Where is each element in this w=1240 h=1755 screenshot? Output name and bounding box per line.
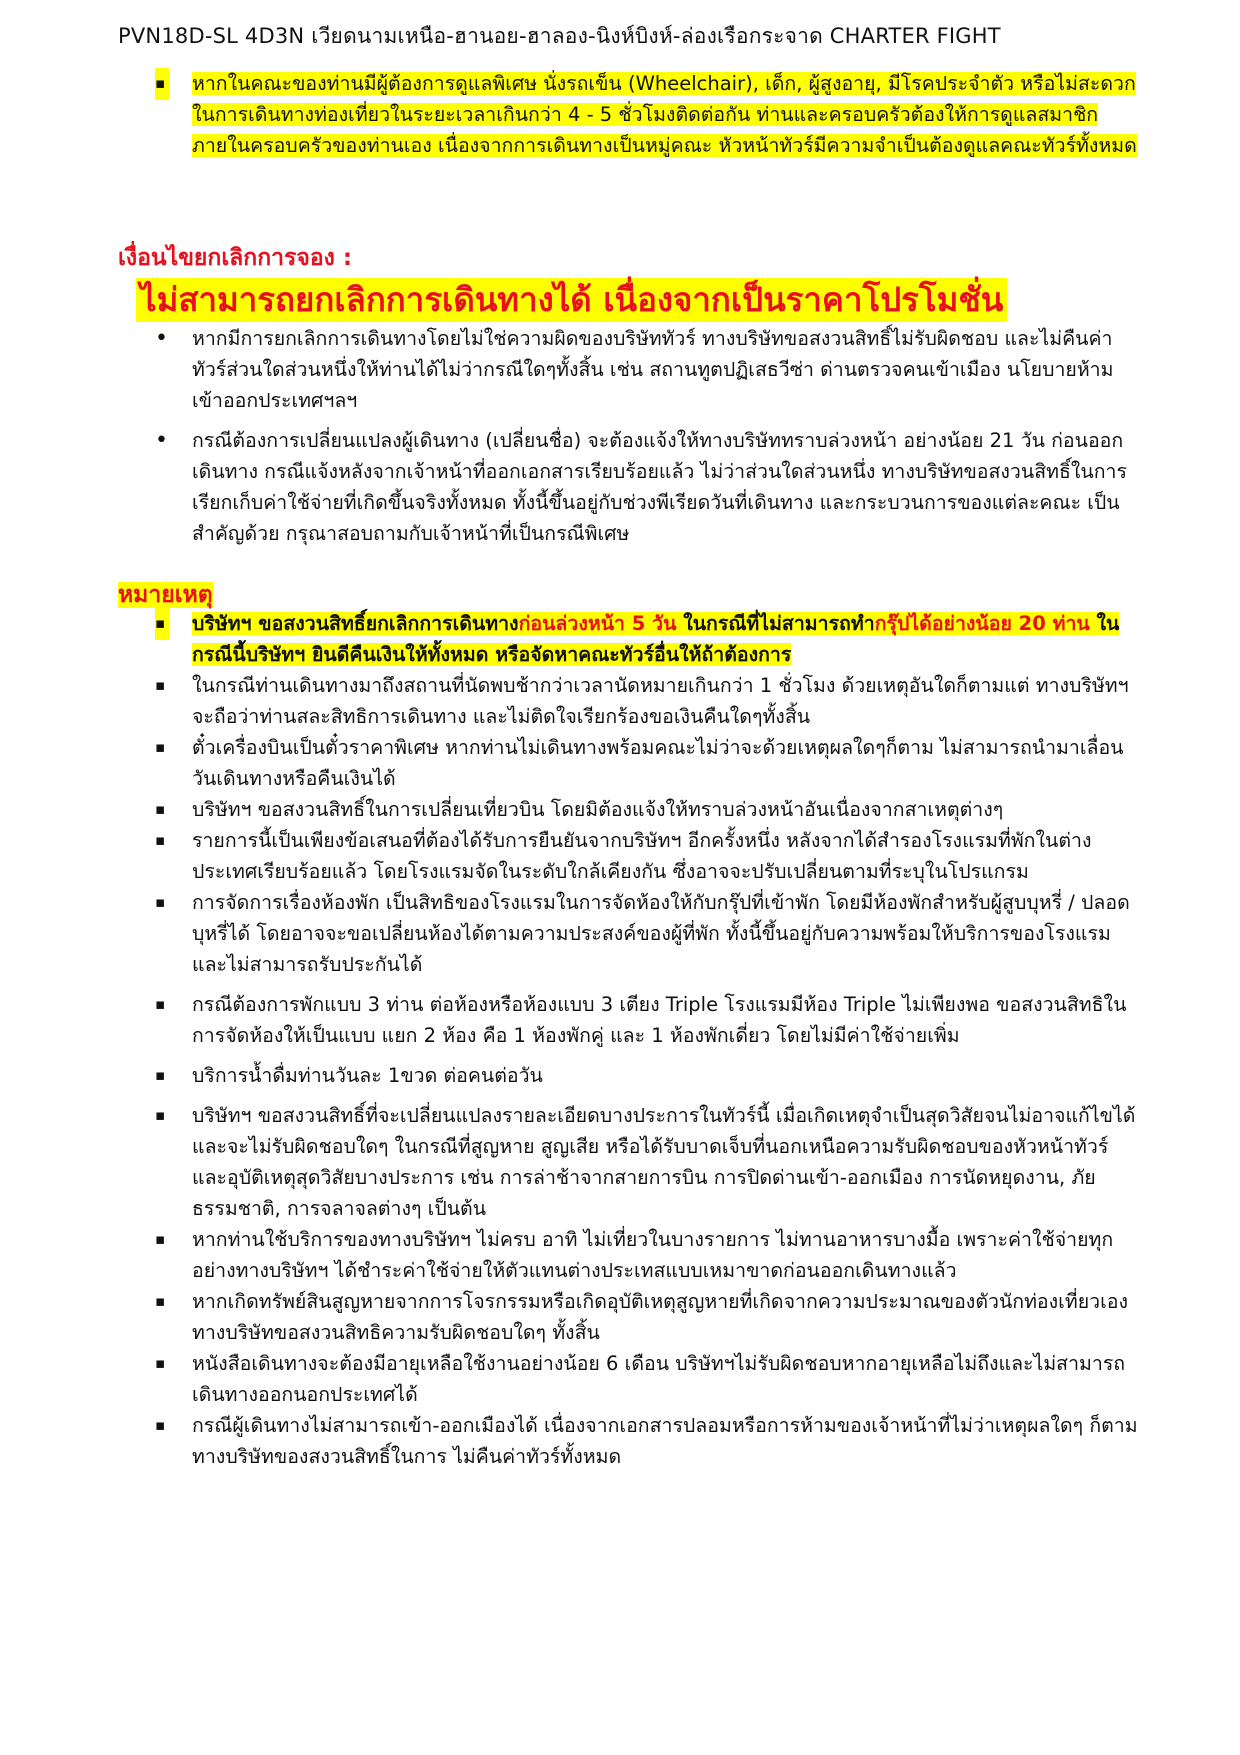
list-item <box>118 68 1138 161</box>
square-bullet-icon <box>155 1348 169 1380</box>
list-item-text: รายการนี้เป็นเพียงข้อเสนอที่ต้องได้รับการยืนยันจากบริษัทฯ อีกครั้งหนึ่ง หลังจากได้สำรองโรงแรมที่พักในต่างประเทศเรียบร้อยแล้ว โดยโรงแรมจัดในระดับใกล้เคียงกัน ซึ่งอาจจะปรับเปลี่ยนตามที่ระบุในโปรแกรม <box>192 829 1092 883</box>
square-bullet-icon <box>155 1410 169 1442</box>
list-item-text: ตั๋วเครื่องบินเป็นตั๋วราคาพิเศษ หากท่านไม่เดินทางพร้อมคณะไม่ว่าจะด้วยเหตุผลใดๆก็ตาม ไม่สามารถนำมาเลื่อนวันเดินทางหรือคืนเงินได้ <box>192 736 1124 790</box>
list-item <box>118 989 1138 1051</box>
list-item <box>118 1348 1138 1410</box>
list-item <box>118 1410 1138 1472</box>
square-bullet-icon <box>155 68 169 100</box>
list-item-text: กรณีผู้เดินทางไม่สามารถเข้า-ออกเมืองได้ เนื่องจากเอกสารปลอมหรือการห้ามของเจ้าหน้าที่ไม่ว่าเหตุผลใดๆ ก็ตามทางบริษัทของสงวนสิทธิ์ในการ ไม่คืนค่าทัวร์ทั้งหมด <box>192 1414 1138 1468</box>
list-item-text: หากเกิดทรัพย์สินสูญหายจากการโจรกรรมหรือเกิดอุบัติเหตุสูญหายที่เกิดจากความประมาณของตัวนักท่องเที่ยวเอง ทางบริษัทขอสงวนสิทธิความรับผิดชอบใดๆ ทั้งสิ้น <box>192 1290 1128 1344</box>
list-item-text: หนังสือเดินทางจะต้องมีอายุเหลือใช้งานอย่างน้อย 6 เดือน บริษัทฯไม่รับผิดชอบหากอายุเหลือไม่ถึงและไม่สามารถเดินทางออกนอกประเทศได้ <box>192 1352 1126 1406</box>
list-item <box>118 1224 1138 1286</box>
cancel-list <box>118 323 1138 549</box>
square-bullet-icon <box>155 608 169 640</box>
notes-list <box>118 608 1138 1472</box>
list-item <box>118 323 1138 416</box>
list-item <box>118 732 1138 794</box>
square-bullet-icon <box>155 732 169 764</box>
notes-section-title: หมายเหตุ <box>118 582 213 608</box>
list-item-text: บริษัทฯ ขอสงวนสิทธิ์ในการเปลี่ยนเที่ยวบิน โดยมิต้องแจ้งให้ทราบล่วงหน้าอันเนื่องจากสาเหตุต่างๆ <box>192 798 1004 821</box>
list-item <box>118 794 1138 825</box>
list-item-text: บริการน้ำดื่มท่านวันละ 1ขวด ต่อคนต่อวัน <box>192 1064 543 1087</box>
list-item <box>118 1100 1138 1224</box>
list-item <box>118 825 1138 887</box>
square-bullet-icon <box>155 1224 169 1256</box>
square-bullet-icon <box>155 887 169 919</box>
list-item <box>118 1060 1138 1091</box>
square-bullet-icon <box>155 1100 169 1132</box>
list-item <box>118 887 1138 980</box>
list-item: ▪ บริษัทฯ ขอสงวนสิทธิ์ยกเลิกการเดินทางก่อนล่วงหน้า 5 วัน ในกรณีที่ไม่สามารถทำกรุ๊ปได้อย่างน้อย 20 ท่าน ในกรณีนี้บริษัทฯ ยินดีคืนเงินให้ทั้งหมด หรือจัดหาคณะทัวร์อื่นให้ถ้าต้องการ <box>118 608 1138 670</box>
square-bullet-icon <box>155 670 169 702</box>
square-bullet-icon <box>155 1060 169 1092</box>
bullet-icon <box>155 323 169 357</box>
square-bullet-icon <box>155 794 169 826</box>
list-item-text: การจัดการเรื่องห้องพัก เป็นสิทธิของโรงแรมในการจัดห้องให้กับกรุ๊ปที่เข้าพัก โดยมีห้องพักสำหรับผู้สูบบุหรี่ / ปลอดบุหรี่ได้ โดยอาจจะขอเปลี่ยนห้องได้ตามความประสงค์ของผู้ที่พัก ทั้งนี้ขึ้นอยู่กับความพร้อมให้บริการของโรงแรม และไม่สามารถรับประกันได้ <box>192 891 1130 976</box>
cancel-banner: ไม่สามารถยกเลิกการเดินทางได้ เนื่องจากเป็นราคาโปรโมชั่น <box>136 278 1007 322</box>
list-item <box>118 425 1138 549</box>
square-bullet-icon <box>155 825 169 857</box>
page-header: PVN18D-SL 4D3N เวียดนามเหนือ-ฮานอย-ฮาลอง-นิงห์บิงห์-ล่องเรือกระจาด CHARTER FIGHT <box>118 24 1001 48</box>
list-item-text: หากท่านใช้บริการของทางบริษัทฯ ไม่ครบ อาทิ ไม่เที่ยวในบางรายการ ไม่ทานอาหารบางมื้อ เพราะค่าใช้จ่ายทุกอย่างทางบริษัทฯ ได้ชำระค่าใช้จ่ายให้ตัวแทนต่างประเทสแบบเหมาขาดก่อนออกเดินทางแล้ว <box>192 1228 1114 1282</box>
intro-text: หากในคณะของท่านมีผู้ต้องการดูแลพิเศษ นั่งรถเข็น (Wheelchair), เด็ก, ผู้สูงอายุ, มีโรคประจำตัว หรือไม่สะดวกในการเดินทางท่องเที่ยวในระยะเวลาเกินกว่า 4 - 5 ชั่วโมงติดต่อกัน ท่านและครอบครัวต้องให้การดูแลสมาชิกภายในครอบครัวของท่านเอง เนื่องจากการเดินทางเป็นหมู่คณะ หัวหน้าทัวร์มีความจำเป็นต้องดูแลคณะทัวร์ทั้งหมด <box>192 72 1137 157</box>
bullet-icon <box>155 425 169 459</box>
cancel-section-title: เงื่อนไขยกเลิกการจอง : <box>118 245 353 271</box>
square-bullet-icon <box>155 1286 169 1318</box>
list-item-text: กรณีต้องการพักแบบ 3 ท่าน ต่อห้องหรือห้องแบบ 3 เตียง Triple โรงแรมมีห้อง Triple ไม่เพียงพอ ขอสงวนสิทธิในการจัดห้องให้เป็นแบบ แยก 2 ห้อง คือ 1 ห้องพักคู่ และ 1 ห้องพักเดี่ยว โดยไม่มีค่าใช้จ่ายเพิ่ม <box>192 993 1127 1047</box>
list-item <box>118 1286 1138 1348</box>
square-bullet-icon <box>155 989 169 1021</box>
list-item-text: บริษัทฯ ขอสงวนสิทธิ์ที่จะเปลี่ยนแปลงรายละเอียดบางประการในทัวร์นี้ เมื่อเกิดเหตุจำเป็นสุดวิสัยจนไม่อาจแก้ไขได้ และจะไม่รับผิดชอบใดๆ ในกรณีที่สูญหาย สูญเสีย หรือได้รับบาดเจ็บที่นอกเหนือความรับผิดชอบของหัวหน้าทัวร์และอุบัติเหตุสุดวิสัยบางประการ เช่น การล่าช้าจากสายการบิน การปิดด่านเข้า-ออกเมือง การนัดหยุดงาน, ภัยธรรมชาติ, การจลาจลต่างๆ เป็นต้น <box>192 1104 1136 1220</box>
list-item-text: หากมีการยกเลิกการเดินทางโดยไม่ใช่ความผิดของบริษัททัวร์ ทางบริษัทขอสงวนสิทธิ์ไม่รับผิดชอบ และไม่คืนค่าทัวร์ส่วนใดส่วนหนึ่งให้ท่านได้ไม่ว่ากรณีใดๆทั้งสิ้น เช่น สถานทูตปฏิเสธวีซ่า ด่านตรวจคนเข้าเมือง นโยบายห้ามเข้าออกประเทศฯลฯ <box>192 327 1114 412</box>
list-item <box>118 670 1138 732</box>
intro-section <box>118 68 1138 161</box>
list-item-text: กรณีต้องการเปลี่ยนแปลงผู้เดินทาง (เปลี่ยนชื่อ) จะต้องแจ้งให้ทางบริษัททราบล่วงหน้า อย่างน้อย 21 วัน ก่อนออกเดินทาง กรณีแจ้งหลังจากเจ้าหน้าที่ออกเอกสารเรียบร้อยแล้ว ไม่ว่าส่วนใดส่วนหนึ่ง ทางบริษัทขอสงวนสิทธิ์ในการเรียกเก็บค่าใช้จ่ายที่เกิดขึ้นจริงทั้งหมด ทั้งนี้ขึ้นอยู่กับช่วงพีเรียดวันที่เดินทาง และกระบวนการของแต่ละคณะ เป็นสำคัญด้วย กรุณาสอบถามกับเจ้าหน้าที่เป็นกรณีพิเศษ <box>192 429 1127 545</box>
list-item-text: ในกรณีท่านเดินทางมาถึงสถานที่นัดพบช้ากว่าเวลานัดหมายเกินกว่า 1 ชั่วโมง ด้วยเหตุอันใดก็ตามแต่ ทางบริษัทฯจะถือว่าท่านสละสิทธิการเดินทาง และไม่ติดใจเรียกร้องขอเงินคืนใดๆทั้งสิ้น <box>192 674 1129 728</box>
